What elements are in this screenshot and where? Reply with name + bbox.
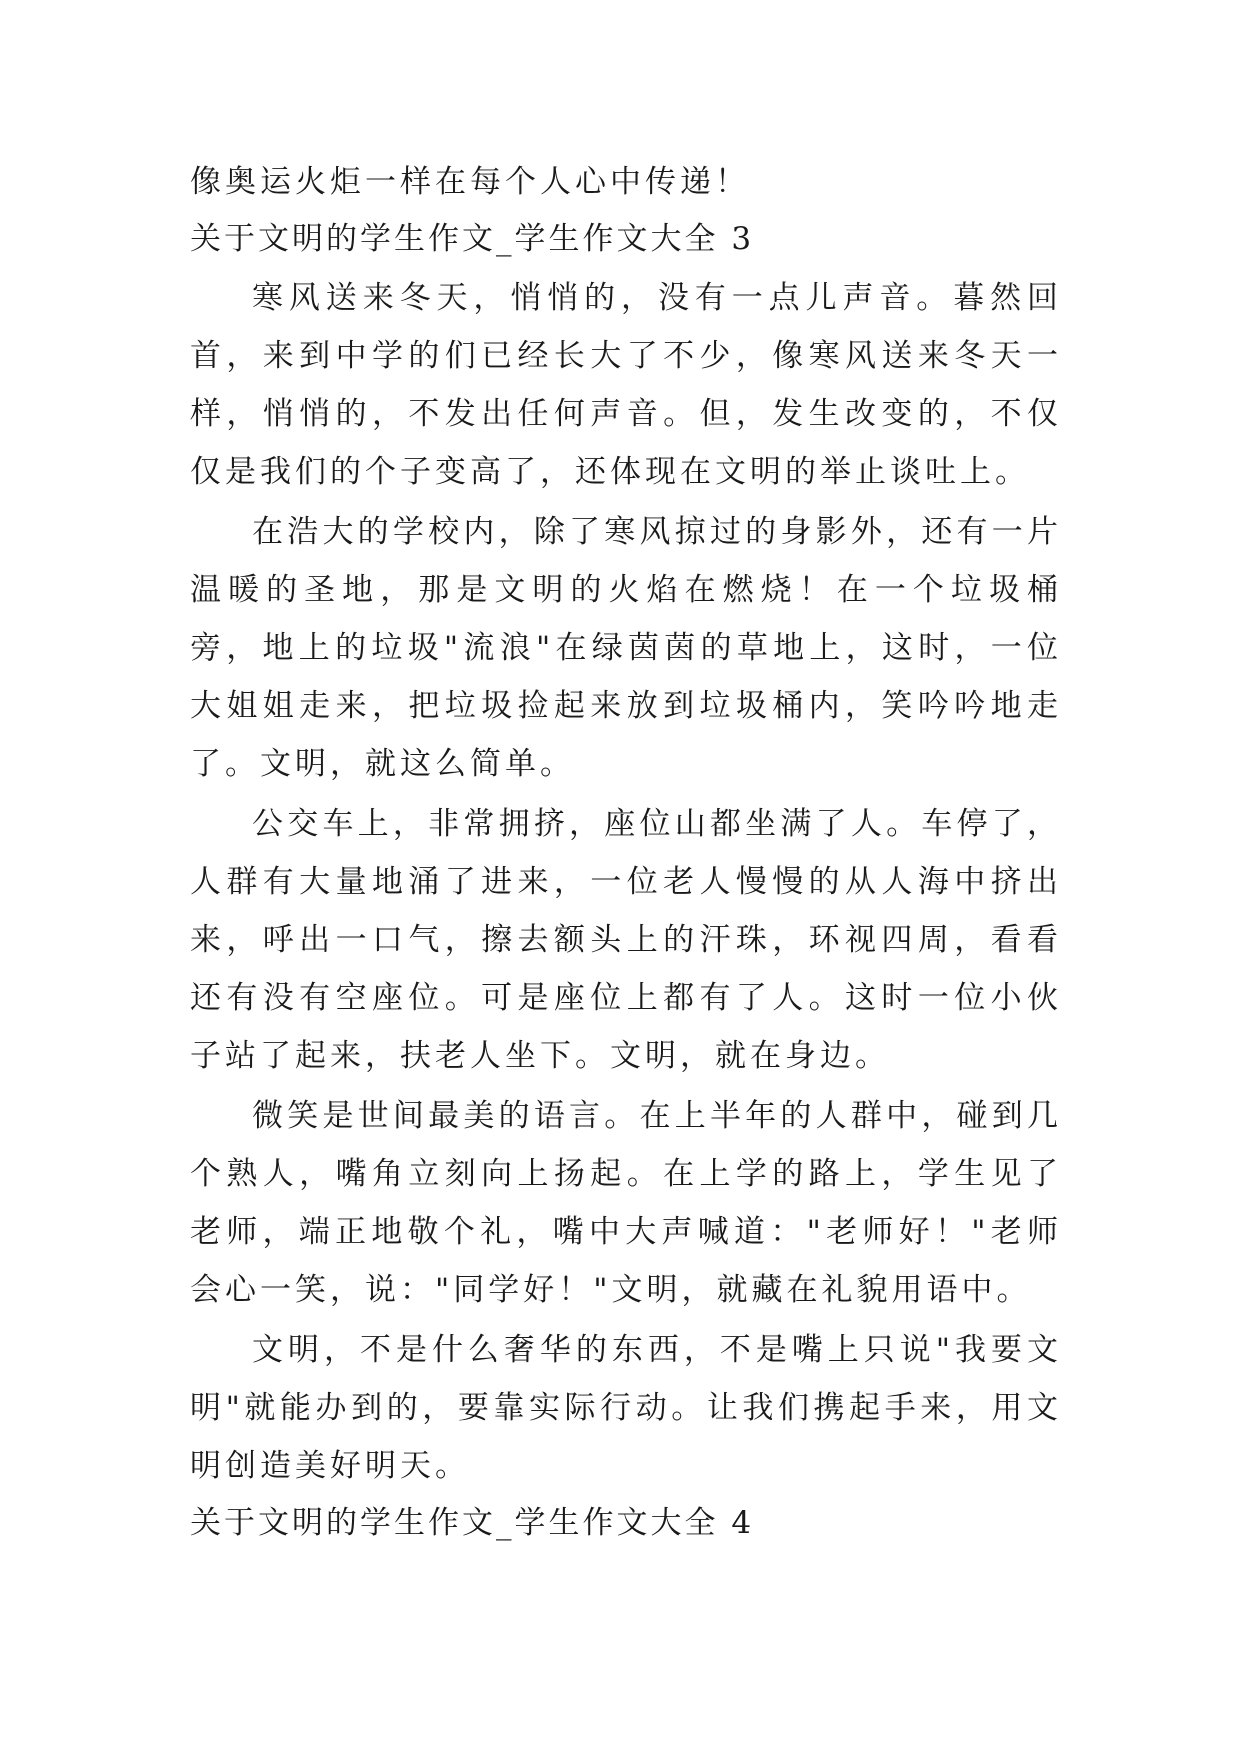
paragraph-5: 文明，不是什么奢华的东西，不是嘴上只说"我要文明"就能办到的，要靠实际行动。让我们携起手来，用文明创造美好明天。 [190, 1332, 1062, 1484]
paragraph-1: 寒风送来冬天，悄悄的，没有一点儿声音。暮然回首，来到中学的们已经长大了不少，像寒风送来冬天一样，悄悄的，不发出任何声音。但，发生改变的，不仅仅是我们的个子变高了，还体现在文明的举止谈吐上。 [190, 280, 1062, 490]
paragraph-3: 公交车上，非常拥挤，座位山都坐满了人。车停了，人群有大量地涌了进来，一位老人慢慢的从人海中挤出来，呼出一口气，擦去额头上的汗珠，环视四周，看看还有没有空座位。可是座位上都有了人。这时一位小伙子站了起来，扶老人坐下。文明，就在身边。 [190, 806, 1062, 1074]
section-heading-3: 关于文明的学生作文_学生作文大全 3 [190, 221, 755, 257]
paragraph-4: 微笑是世间最美的语言。在上半年的人群中，碰到几个熟人，嘴角立刻向上扬起。在上学的路上，学生见了老师，端正地敬个礼，嘴中大声喊道："老师好！"老师会心一笑，说："同学好！"文明，就藏在礼貌用语中。 [190, 1098, 1062, 1308]
document-body [190, 153, 1062, 1551]
paragraph-2: 在浩大的学校内，除了寒风掠过的身影外，还有一片温暖的圣地，那是文明的火焰在燃烧！在一个垃圾桶旁，地上的垃圾"流浪"在绿茵茵的草地上，这时，一位大姐姐走来，把垃圾捡起来放到垃圾桶内，笑吟吟地走了。文明，就这么简单。 [190, 514, 1062, 782]
section-heading-4: 关于文明的学生作文_学生作文大全 4 [190, 1505, 755, 1541]
opening-line: 像奥运火炬一样在每个人心中传递！ [190, 164, 750, 200]
